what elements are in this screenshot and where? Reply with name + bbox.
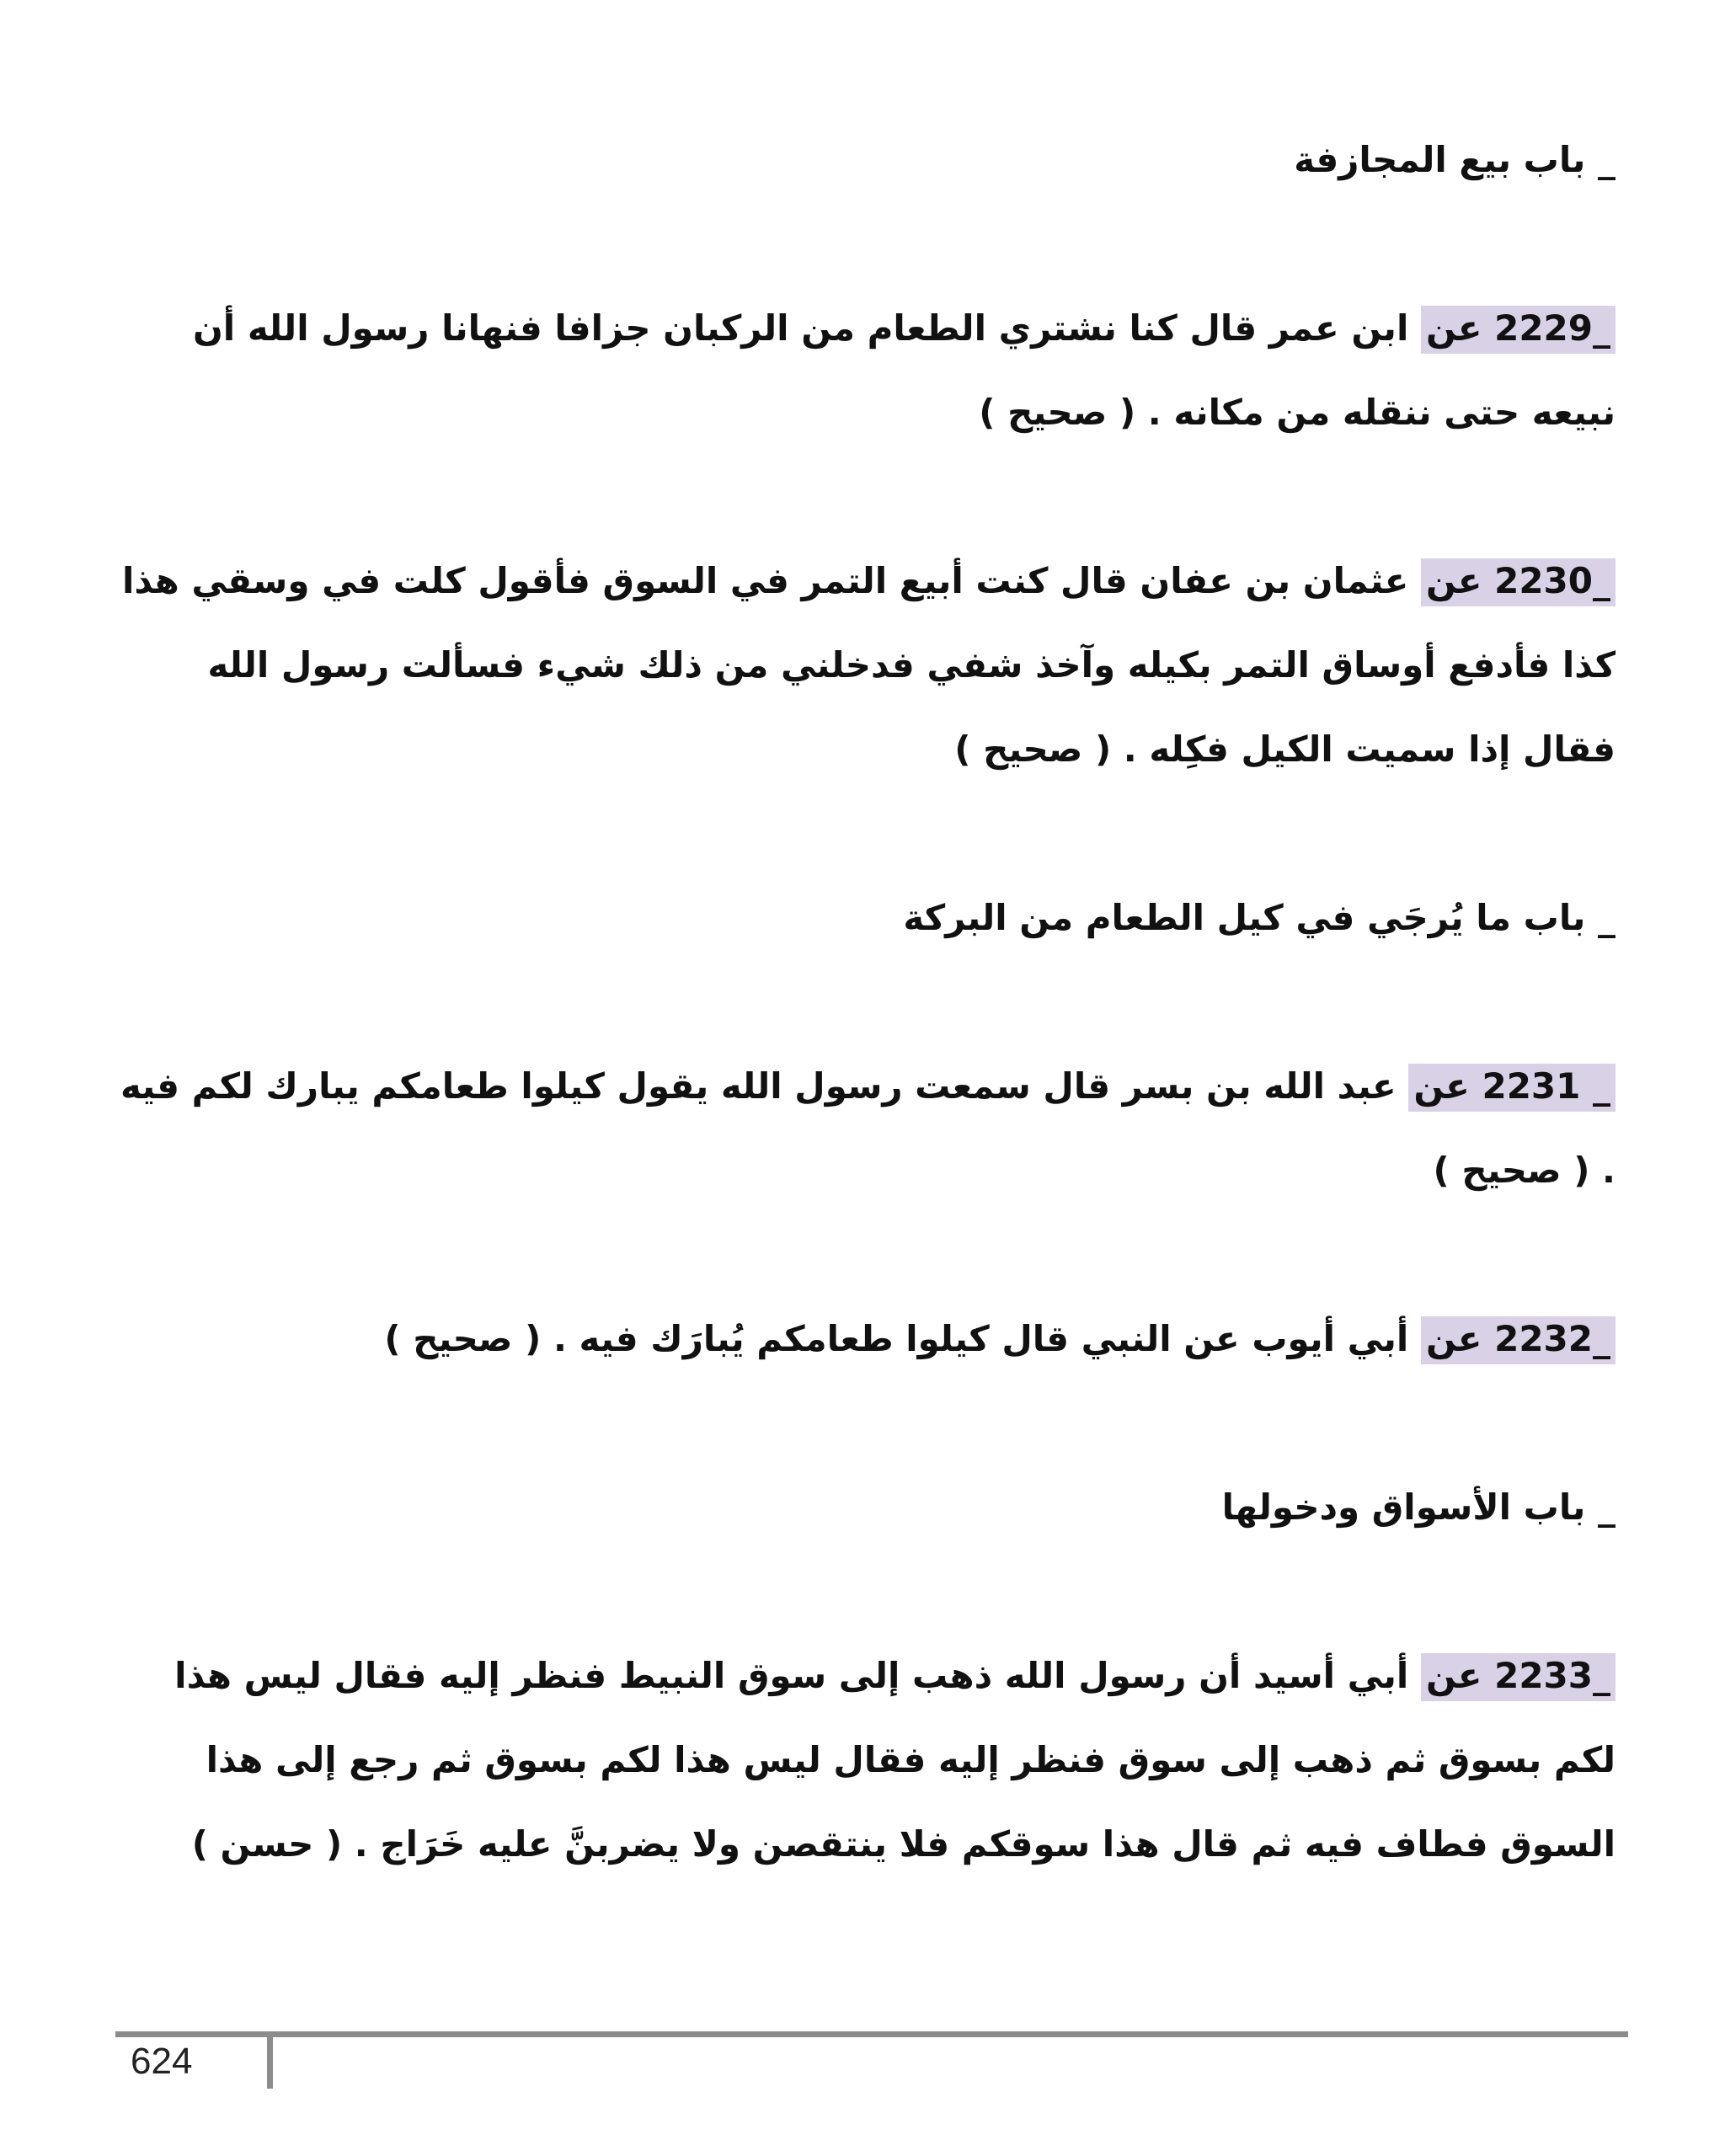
hadith-entry: [118, 539, 1616, 792]
chapter-heading: _ باب الأسواق ودخولها: [1221, 1486, 1616, 1528]
footer-divider: [267, 2031, 273, 2089]
hadith-number: 2232_ عن: [1421, 1316, 1616, 1364]
hadith-entry: [118, 1044, 1616, 1213]
hadith-number: 2230_ عن: [1421, 558, 1616, 606]
hadith-text: عثمان بن عفان قال كنت أبيع التمر في السوق فأقول كلت في وسقي هذا كذا فأدفع أوساق التمر بكيله وآخذ شفي فدخلني من ذلك شيء فسألت رسول الله فقال إذا سميت الكيل فكِله . ( صحيح ): [121, 560, 1616, 770]
page-number: 624: [131, 2041, 193, 2082]
hadith-text: أبي أيوب عن النبي قال كيلوا طعامكم يُبارَك فيه . ( صحيح ): [384, 1318, 1409, 1359]
hadith-number: 2233_ عن: [1421, 1653, 1616, 1701]
hadith-text: ابن عمر قال كنا نشتري الطعام من الركبان جزافا فنهانا رسول الله أن نبيعه حتى ننقله من مكانه . ( صحيح ): [192, 307, 1616, 433]
hadith-entry: [118, 1297, 1616, 1381]
chapter-heading: _ باب ما يُرجَي في كيل الطعام من البركة: [903, 897, 1616, 938]
chapter-heading: _ باب بيع المجازفة: [1294, 139, 1616, 180]
hadith-text: عبد الله بن بسر قال سمعت رسول الله يقول كيلوا طعامكم يبارك لكم فيه . ( صحيح ): [120, 1065, 1616, 1191]
hadith-text: أبي أسيد أن رسول الله ذهب إلى سوق النبيط فنظر إليه فقال ليس هذا لكم بسوق ثم ذهب إلى سوق فنظر إليه فقال ليس هذا لكم بسوق ثم رجع إلى هذا السوق فطاف فيه ثم قال هذا سوقكم فلا ينتقصن ولا يضربنَّ عليه خَرَاج . ( حسن ): [174, 1655, 1616, 1865]
footer-rule: [115, 2031, 1628, 2037]
hadith-entry: [118, 286, 1616, 455]
hadith-number: 2231 _ عن: [1408, 1064, 1616, 1112]
hadith-number: 2229_ عن: [1421, 306, 1616, 354]
hadith-entry: [118, 1634, 1616, 1886]
